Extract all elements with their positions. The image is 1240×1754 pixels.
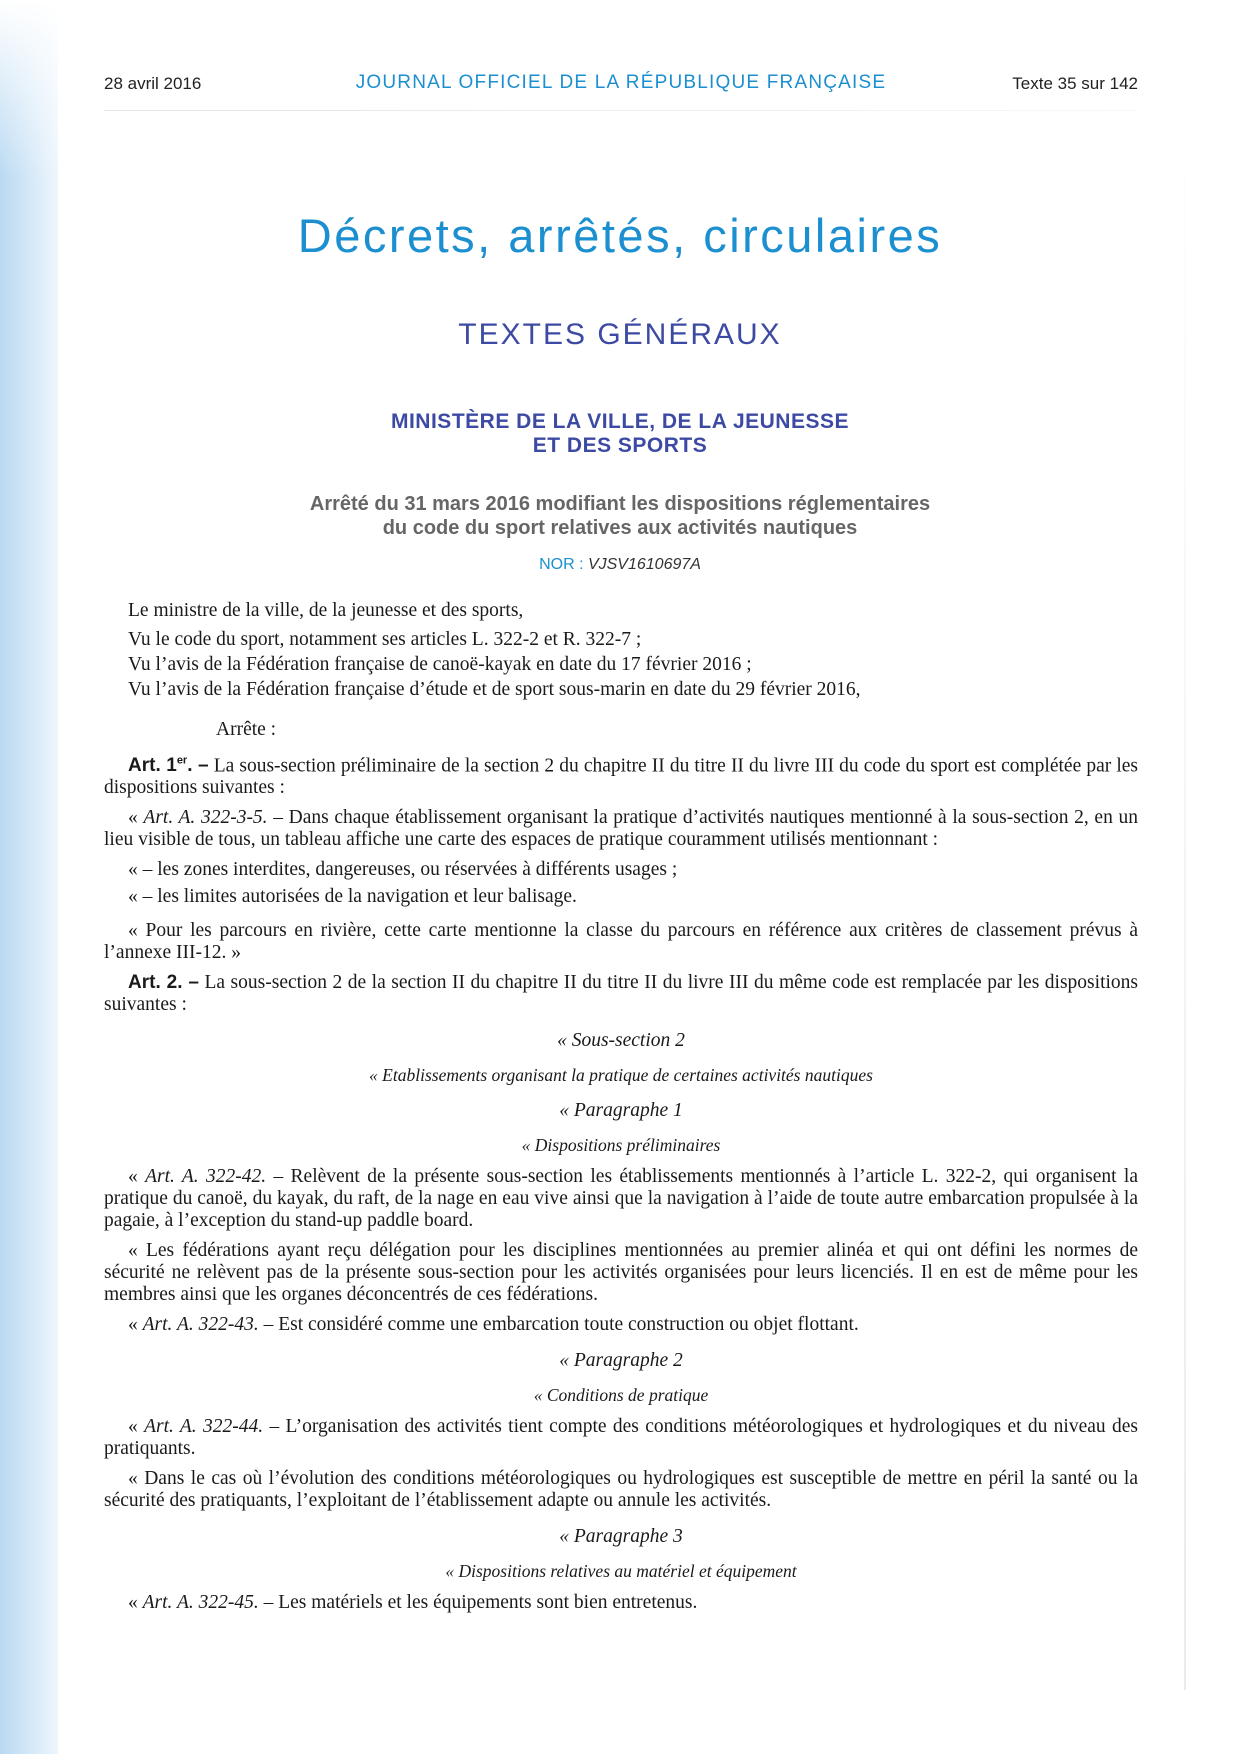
vu-line-3: Vu l’avis de la Fédération française d’étude et de sport sous-marin en date du 29 février 2016, <box>128 679 861 700</box>
minister-line: Le ministre de la ville, de la jeunesse et des sports, <box>128 600 524 621</box>
article-a-322-43-ref: Art. A. 322-43. <box>142 1314 259 1336</box>
text-number: Texte 35 sur 142 <box>1012 74 1138 93</box>
page-header <box>104 70 1138 100</box>
page-edge-shadow <box>1184 60 1186 1690</box>
nor-label: NOR : <box>539 556 588 573</box>
section-title: Décrets, arrêtés, circulaires <box>297 209 943 262</box>
article-a-322-42: « Art. A. 322-42. – Relèvent de la présente sous-section les établissements mentionnés à l’article L. 322-2, qui organisent la pratique du canoë, du kayak, du raft, de la nage en eau vive ainsi que la navigation à l’aide de toute autre embarcation propulsée à la pagaie, à l’exception du stand-up paddle board. <box>104 1166 1138 1232</box>
left-margin-fade <box>0 0 58 180</box>
paragraph-1-heading: « Paragraphe 1 <box>559 1100 683 1122</box>
arrete-title-line-2: du code du sport relatives aux activités nautiques <box>382 517 858 539</box>
article-a-322-44: « Art. A. 322-44. – L’organisation des activités tient compte des conditions météorologiques et hydrologiques et du niveau des pratiquants. <box>104 1416 1138 1460</box>
article-1-closing: « Pour les parcours en rivière, cette carte mentionne la classe du parcours en référence aux critères de classement prévus à l’annexe III-12. » <box>104 920 1138 964</box>
ministry-heading <box>0 410 1240 458</box>
article-a-322-44-ref: Art. A. 322-44. <box>144 1416 264 1438</box>
subsection-heading: « Sous-section 2 <box>557 1030 685 1052</box>
nor-reference <box>0 556 1240 574</box>
paragraph-3-subtitle: « Dispositions relatives au matériel et équipement <box>445 1561 797 1582</box>
subsection-title: TEXTES GÉNÉRAUX <box>458 318 782 351</box>
document-body <box>104 600 1138 1622</box>
article-1 <box>104 750 1138 799</box>
subsection-subtitle: « Etablissements organisant la pratique de certaines activités nautiques <box>369 1065 873 1086</box>
article-a-322-45-ref: Art. A. 322-45. <box>142 1592 259 1614</box>
paragraph-2-heading: « Paragraphe 2 <box>559 1350 683 1372</box>
list-item-navigation-limits: « – les limites autorisées de la navigation et leur balisage. <box>128 886 577 908</box>
journal-title: JOURNAL OFFICIEL DE LA RÉPUBLIQUE FRANÇAISE <box>355 72 887 93</box>
article-2-text: La sous-section 2 de la section II du chapitre II du titre II du livre III du même code est remplacée par les dispositions suivantes : <box>104 972 1138 1016</box>
ministry-line-2: ET DES SPORTS <box>532 434 708 457</box>
article-a-322-43: « Art. A. 322-43. – Est considéré comme une embarcation toute construction ou objet flottant. <box>128 1314 859 1336</box>
article-2-label: Art. 2. – <box>128 972 199 994</box>
ministry-line-1: MINISTÈRE DE LA VILLE, DE LA JEUNESSE <box>390 410 849 433</box>
arrete-line: Arrête : <box>216 719 277 740</box>
article-a-322-45: « Art. A. 322-45. – Les matériels et les équipements sont bien entretenus. <box>128 1592 698 1614</box>
article-2 <box>104 972 1138 1016</box>
nor-code: VJSV1610697A <box>587 556 701 573</box>
paragraph-1-subtitle: « Dispositions préliminaires <box>521 1135 721 1156</box>
article-a-322-42-ref: Art. A. 322-42. <box>145 1166 267 1188</box>
article-a-322-44-paragraph-2: « Dans le cas où l’évolution des conditions météorologiques ou hydrologiques est susceptible de mettre en péril la santé ou la sécurité des pratiquants, l’exploitant de l’établissement adapte ou annule les activités. <box>104 1468 1138 1512</box>
article-a-322-3-5-text: – Dans chaque établissement organisant la pratique d’activités nautiques mentionné à la sous-section 2, en un lieu visible de tous, un tableau affiche une carte des espaces de pratique couramment utilisés mentionnant : <box>104 807 1138 851</box>
left-margin-band <box>0 0 58 1754</box>
article-a-322-42-paragraph-2: « Les fédérations ayant reçu délégation pour les disciplines mentionnées au premier alinéa et qui ont défini les normes de sécurité ne relèvent pas de la présente sous-section pour les activités organisées pour leurs licenciés. Il en est de même pour les membres ainsi que les organes déconcentrés de ces fédérations. <box>104 1240 1138 1306</box>
article-a-322-3-5: « Art. A. 322-3-5. – Dans chaque établissement organisant la pratique d’activités nautiques mentionné à la sous-section 2, en un lieu visible de tous, un tableau affiche une carte des espaces de pratique couramment utilisés mentionnant : <box>104 807 1138 851</box>
list-item-forbidden-zones: « – les zones interdites, dangereuses, ou réservées à différents usages ; <box>128 859 678 881</box>
article-1-label: Art. 1er. – <box>128 755 209 777</box>
vu-line-2: Vu l’avis de la Fédération française de canoë-kayak en date du 17 février 2016 ; <box>128 654 752 675</box>
article-1-text: La sous-section préliminaire de la section 2 du chapitre II du titre II du livre III du code du sport est complétée par les dispositions suivantes : <box>104 755 1139 799</box>
paragraph-2-subtitle: « Conditions de pratique <box>533 1385 709 1406</box>
article-a-322-3-5-ref: Art. A. 322-3-5. <box>143 807 268 829</box>
publication-date: 28 avril 2016 <box>104 74 202 93</box>
header-divider <box>104 110 1138 111</box>
arrete-title-line-1: Arrêté du 31 mars 2016 modifiant les dispositions réglementaires <box>309 493 931 515</box>
arrete-title <box>0 492 1240 540</box>
vu-line-1: Vu le code du sport, notamment ses articles L. 322-2 et R. 322-7 ; <box>128 629 642 650</box>
paragraph-3-heading: « Paragraphe 3 <box>559 1526 683 1548</box>
